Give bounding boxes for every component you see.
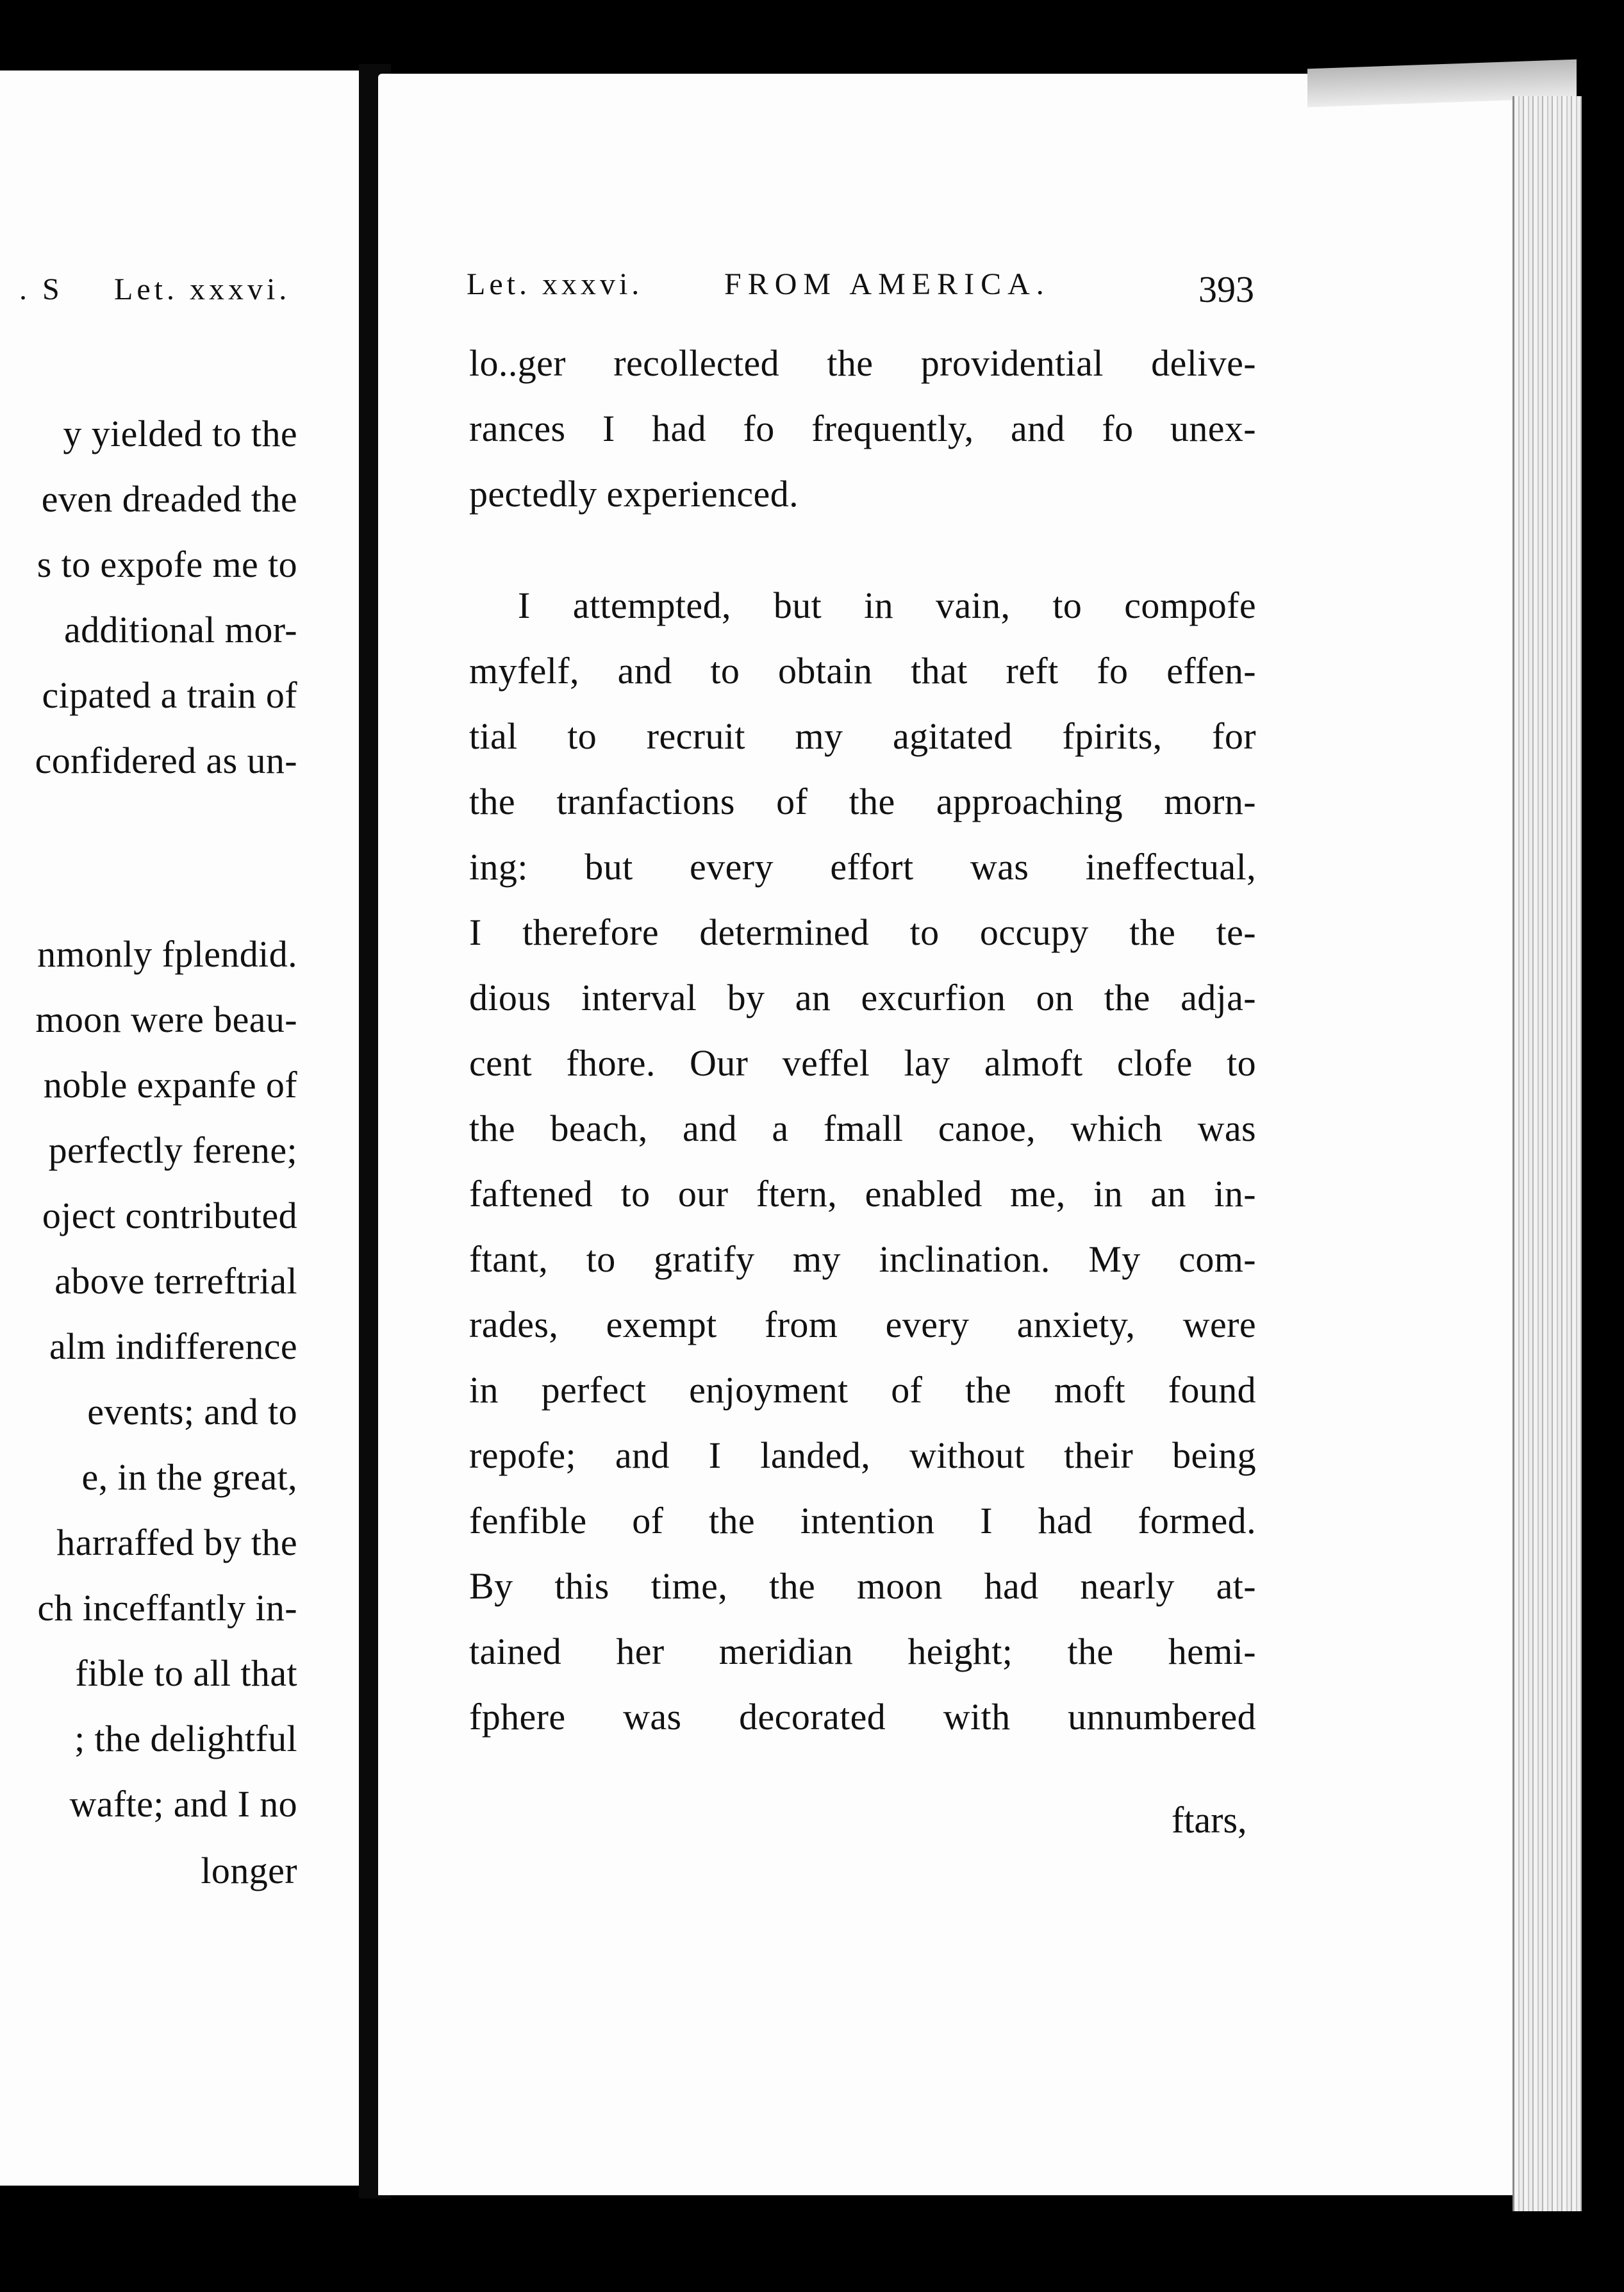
left-line-16: harraffed by the	[56, 1522, 297, 1563]
right-line-5: myfelf, and to obtain that reft fo effen-	[469, 650, 1256, 692]
right-line-16: in perfect enjoyment of the moft found	[469, 1369, 1256, 1411]
left-line-18: fible to all that	[75, 1652, 297, 1694]
left-line-12: above terreftrial	[54, 1260, 297, 1302]
right-catchword: ftars,	[1172, 1799, 1247, 1841]
left-line-20: wafte; and I no	[69, 1783, 297, 1825]
right-line-9: I therefore determined to occupy the te-	[469, 911, 1256, 953]
left-line-17: ch inceffantly in-	[37, 1587, 297, 1629]
left-line-13: alm indifference	[49, 1325, 297, 1367]
right-line-10: dious interval by an excurfion on the adja-	[469, 977, 1256, 1018]
left-line-5: cipated a train of	[42, 674, 297, 716]
left-line-10: perfectly ferene;	[48, 1129, 297, 1171]
right-line-4: I attempted, but in vain, to compofe	[518, 585, 1256, 626]
left-line-2: even dreaded the	[41, 478, 297, 520]
right-line-1: lo..ger recollected the providential delive-	[469, 342, 1256, 384]
right-line-2: rances I had fo frequently, and fo unex-	[469, 408, 1256, 449]
right-line-6: tial to recruit my agitated fpirits, for	[469, 715, 1256, 757]
right-line-15: rades, exempt from every anxiety, were	[469, 1304, 1256, 1345]
left-header-fragment: . S	[19, 272, 63, 306]
right-line-14: ftant, to gratify my inclination. My com-	[469, 1238, 1256, 1280]
left-line-1: y yielded to the	[63, 413, 297, 454]
left-line-9: noble expanfe of	[43, 1064, 297, 1106]
right-line-8: ing: but every effort was ineffectual,	[469, 846, 1256, 888]
left-line-3: s to expofe me to	[37, 544, 297, 585]
right-running-header-letter: Let. xxxvi.	[467, 267, 643, 301]
right-line-7: the tranfactions of the approaching morn-	[469, 781, 1256, 822]
right-line-17: repofe; and I landed, without their being	[469, 1434, 1256, 1476]
page-edges	[1512, 96, 1582, 2211]
right-line-13: faftened to our ftern, enabled me, in an in-	[469, 1173, 1256, 1215]
left-line-7: nmonly fplendid.	[37, 933, 297, 975]
left-line-4: additional mor-	[63, 609, 297, 651]
left-catchword: longer	[201, 1850, 297, 1891]
right-line-12: the beach, and a fmall canoe, which was	[469, 1108, 1256, 1149]
right-line-21: fphere was decorated with unnumbered	[469, 1696, 1256, 1738]
right-line-20: tained her meridian height; the hemi-	[469, 1631, 1256, 1672]
left-running-header: Let. xxxvi.	[114, 272, 291, 306]
left-line-14: events; and to	[87, 1391, 297, 1432]
right-line-11: cent fhore. Our veffel lay almoft clofe to	[469, 1042, 1256, 1084]
left-line-6: confidered as un-	[35, 740, 297, 781]
left-line-11: oject contributed	[42, 1195, 297, 1236]
page-number: 393	[1198, 269, 1254, 310]
left-page	[0, 71, 363, 2186]
left-line-15: e, in the great,	[81, 1456, 297, 1498]
left-line-8: moon were beau-	[35, 999, 297, 1040]
right-line-19: By this time, the moon had nearly at-	[469, 1565, 1256, 1607]
right-line-3: pectedly experienced.	[469, 473, 799, 515]
right-line-18: fenfible of the intention I had formed.	[469, 1500, 1256, 1541]
right-running-header-title: FROM AMERICA.	[724, 267, 1050, 301]
left-line-19: ; the delightful	[74, 1718, 297, 1759]
